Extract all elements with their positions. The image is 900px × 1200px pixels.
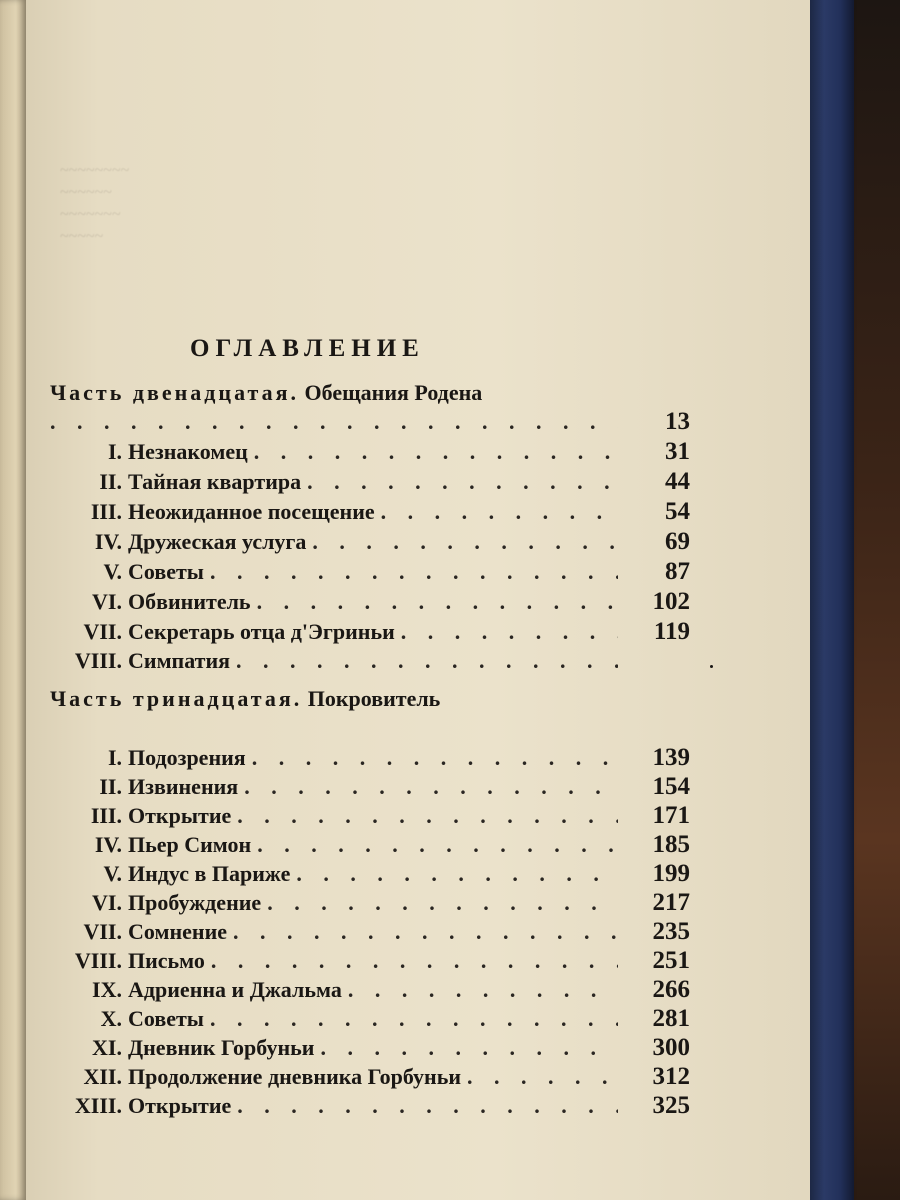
leader-dots bbox=[381, 499, 618, 525]
chapter-number: XII. bbox=[83, 1064, 122, 1089]
chapter-page: 300 bbox=[652, 1034, 690, 1061]
toc-entry[interactable] bbox=[0, 1063, 690, 1093]
chapter-page: 154 bbox=[652, 773, 690, 800]
chapter-number: IV. bbox=[94, 832, 122, 857]
chapter-number: III. bbox=[90, 499, 122, 524]
toc-entry[interactable] bbox=[0, 1092, 690, 1122]
chapter-title: Советы bbox=[128, 559, 204, 584]
chapter-number: VI. bbox=[92, 890, 122, 915]
toc-entry[interactable] bbox=[0, 947, 690, 977]
toc-entry[interactable] bbox=[0, 1005, 690, 1035]
book-cover-edge bbox=[808, 0, 854, 1200]
leader-dots bbox=[348, 977, 618, 1003]
chapter-page: 102 bbox=[652, 588, 690, 615]
leader-dots bbox=[296, 861, 618, 887]
chapter-number: I. bbox=[107, 439, 122, 464]
part-12-page-line bbox=[50, 408, 690, 438]
chapter-number: VI. bbox=[92, 589, 122, 614]
leader-dots bbox=[267, 890, 618, 916]
toc-entry[interactable] bbox=[0, 860, 690, 890]
toc-entry[interactable] bbox=[0, 773, 690, 803]
chapter-title: Пробуждение bbox=[128, 890, 262, 915]
chapter-number: VII. bbox=[83, 619, 122, 644]
toc-entry[interactable] bbox=[0, 1034, 690, 1064]
toc-entry[interactable] bbox=[0, 528, 690, 558]
chapter-page: 325 bbox=[652, 1092, 690, 1119]
chapter-page: 251 bbox=[652, 947, 690, 974]
chapter-title: Неожиданное посещение bbox=[128, 499, 375, 524]
part-12-title bbox=[50, 380, 482, 406]
leader-dots bbox=[210, 1006, 618, 1032]
chapter-page: 185 bbox=[652, 831, 690, 858]
leader-dots bbox=[236, 648, 618, 674]
toc-heading: ОГЛАВЛЕНИЕ bbox=[190, 335, 425, 362]
chapter-number: I. bbox=[107, 745, 122, 770]
chapter-page: 266 bbox=[652, 976, 690, 1003]
chapter-title: Открытие bbox=[128, 1093, 232, 1118]
leader-dots bbox=[467, 1064, 618, 1090]
chapter-title: Советы bbox=[128, 1006, 204, 1031]
chapter-number: VII. bbox=[83, 919, 122, 944]
leader-dots bbox=[401, 619, 618, 645]
chapter-number: IX. bbox=[92, 977, 122, 1002]
chapter-page: 69 bbox=[665, 528, 690, 555]
chapter-page: 31 bbox=[665, 438, 690, 465]
bleed-through-text: ~~~~~~~~ ~~~~~~ ~~~~~~~ ~~~~~ bbox=[60, 162, 130, 245]
chapter-page: 281 bbox=[652, 1005, 690, 1032]
toc-entry[interactable] bbox=[0, 918, 690, 948]
toc-entry[interactable] bbox=[0, 438, 690, 468]
leader-dots bbox=[254, 439, 618, 465]
leader-dots bbox=[210, 559, 618, 585]
chapter-title: Открытие bbox=[128, 803, 232, 828]
chapter-number: III. bbox=[90, 803, 122, 828]
leader-dots bbox=[244, 774, 618, 800]
leader-dots bbox=[233, 919, 618, 945]
chapter-page: 119 bbox=[653, 618, 690, 645]
chapter-page: 139 bbox=[652, 744, 690, 771]
chapter-number: II. bbox=[99, 774, 122, 799]
part-12-page: 13 bbox=[665, 408, 690, 435]
toc-entry[interactable] bbox=[0, 588, 690, 618]
chapter-title: Индус в Париже bbox=[128, 861, 291, 886]
toc-entry[interactable] bbox=[0, 744, 690, 774]
chapter-title: Извинения bbox=[128, 774, 239, 799]
chapter-page: 312 bbox=[652, 1063, 690, 1090]
chapter-title: Дружеская услуга bbox=[128, 529, 307, 554]
chapter-title: Незнакомец bbox=[128, 439, 248, 464]
toc-entry[interactable] bbox=[0, 802, 690, 832]
chapter-title: Сомнение bbox=[128, 919, 228, 944]
leader-dots bbox=[320, 1035, 618, 1061]
chapter-page: 54 bbox=[665, 498, 690, 525]
chapter-title: Подозрения bbox=[128, 745, 246, 770]
toc-entry[interactable] bbox=[0, 831, 690, 861]
part-13-page-line bbox=[50, 714, 690, 744]
part-13-name: Покровитель bbox=[307, 686, 441, 711]
chapter-number: VIII. bbox=[74, 648, 122, 673]
toc-entry[interactable] bbox=[0, 618, 690, 648]
chapter-number: XI. bbox=[92, 1035, 122, 1060]
chapter-number: V. bbox=[103, 861, 122, 886]
chapter-title: Симпатия bbox=[128, 648, 231, 673]
chapter-number: X. bbox=[100, 1006, 122, 1031]
toc-entry[interactable] bbox=[0, 498, 690, 528]
chapter-number: XIII. bbox=[74, 1093, 122, 1118]
toc-entry[interactable] bbox=[0, 558, 690, 588]
toc-entry[interactable] bbox=[0, 648, 690, 678]
chapter-number: VIII. bbox=[74, 948, 122, 973]
chapter-number: V. bbox=[103, 559, 122, 584]
chapter-title: Секретарь отца д'Эгриньи bbox=[128, 619, 395, 644]
chapter-title: Тайная квартира bbox=[128, 469, 302, 494]
leader-dots bbox=[211, 948, 618, 974]
leader-dots bbox=[237, 1093, 618, 1119]
leader-dots bbox=[252, 745, 618, 771]
chapter-title: Обвинитель bbox=[128, 589, 251, 614]
toc-entry[interactable] bbox=[0, 889, 690, 919]
chapter-title: Адриенна и Джальма bbox=[128, 977, 342, 1002]
leader-dots bbox=[257, 589, 618, 615]
toc-entry[interactable] bbox=[0, 468, 690, 498]
leader-dots bbox=[312, 529, 618, 555]
part-13-label: Часть тринадцатая. bbox=[50, 686, 303, 711]
leader-dots bbox=[307, 469, 618, 495]
chapter-number: II. bbox=[99, 469, 122, 494]
chapter-page: 87 bbox=[665, 558, 690, 585]
chapter-page: 217 bbox=[652, 889, 690, 916]
chapter-page: 199 bbox=[652, 860, 690, 887]
part-12-label: Часть двенадцатая. bbox=[50, 380, 300, 405]
ink-speck bbox=[710, 665, 713, 668]
part-13-title bbox=[50, 686, 440, 712]
leader-dots bbox=[237, 803, 618, 829]
chapter-title: Дневник Горбуньи bbox=[128, 1035, 315, 1060]
chapter-title: Пьер Симон bbox=[128, 832, 252, 857]
part-12-name: Обещания Родена bbox=[304, 380, 483, 405]
chapter-page: 171 bbox=[652, 802, 690, 829]
chapter-page: 235 bbox=[652, 918, 690, 945]
chapter-number: IV. bbox=[94, 529, 122, 554]
toc-entry[interactable] bbox=[0, 976, 690, 1006]
leader-dots bbox=[50, 409, 618, 435]
chapter-title: Продолжение дневника Горбуньи bbox=[128, 1064, 462, 1089]
leader-dots bbox=[257, 832, 618, 858]
chapter-page: 44 bbox=[665, 468, 690, 495]
chapter-title: Письмо bbox=[128, 948, 205, 973]
